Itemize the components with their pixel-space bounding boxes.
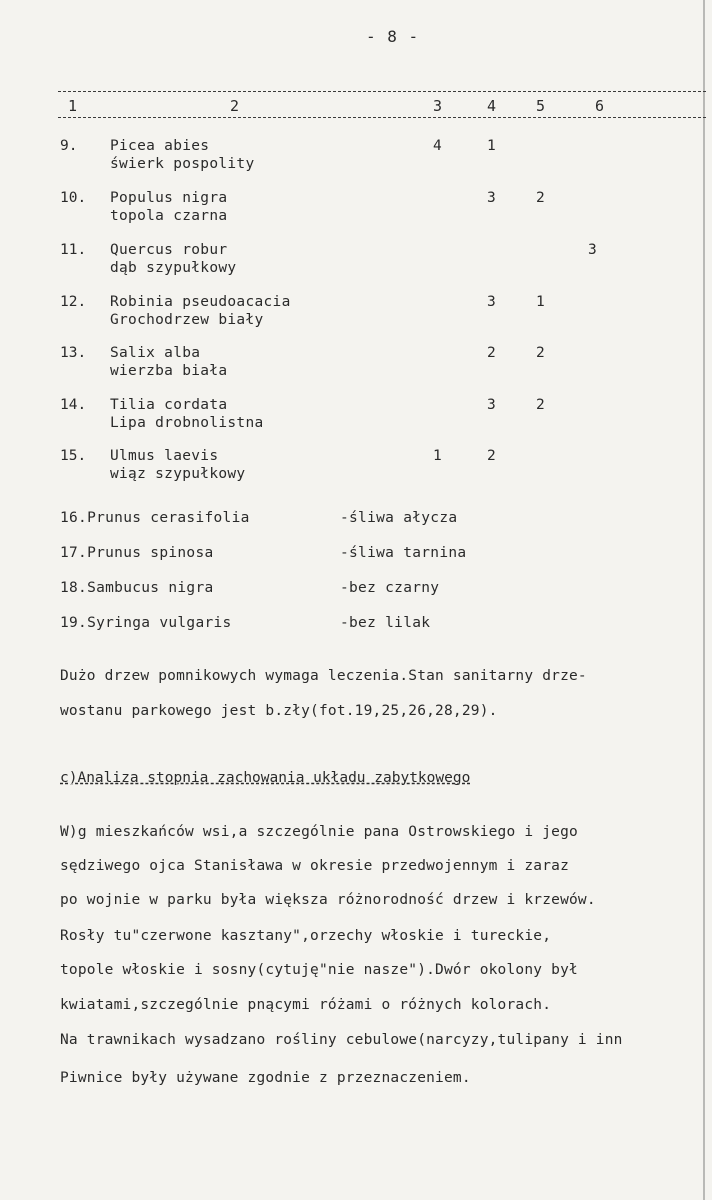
row-number: 11. <box>60 242 87 258</box>
text-line: wostanu parkowego jest b.zły(fot.19,25,26,28,29). <box>60 703 498 719</box>
cell-col5: 1 <box>536 294 545 310</box>
column-header-6: 6 <box>595 97 605 115</box>
row-number: 15. <box>60 448 87 464</box>
cell-col6: 3 <box>588 242 597 258</box>
polish-name: wiąz szypułkowy <box>110 466 246 482</box>
latin-name: Salix alba <box>110 345 201 361</box>
text-line: Dużo drzew pomnikowych wymaga leczenia.Stan sanitarny drze- <box>60 668 587 684</box>
column-header-5: 5 <box>536 97 546 115</box>
text-line: Piwnice były używane zgodnie z przeznaczeniem. <box>60 1070 471 1086</box>
cell-col4: 3 <box>487 294 496 310</box>
polish-name: dąb szypułkowy <box>110 260 237 276</box>
column-header-4: 4 <box>487 97 497 115</box>
row-number: 13. <box>60 345 87 361</box>
text-line: kwiatami,szczególnie pnącymi różami o różnych kolorach. <box>60 997 552 1013</box>
text-line: topole włoskie i sosny(cytuję"nie nasze").Dwór okolony był <box>60 962 578 978</box>
text-line: W)g mieszkańców wsi,a szczególnie pana Ostrowskiego i jego <box>60 824 578 840</box>
cell-col3: 1 <box>433 448 442 464</box>
shrub-polish-name: -bez czarny <box>340 580 440 596</box>
cell-col4: 3 <box>487 190 496 206</box>
latin-name: Populus nigra <box>110 190 228 206</box>
shrub-polish-name: -bez lilak <box>340 615 431 631</box>
text-line: Rosły tu"czerwone kasztany",orzechy włoskie i tureckie, <box>60 928 552 944</box>
column-header-2: 2 <box>230 97 240 115</box>
polish-name: Grochodrzew biały <box>110 312 264 328</box>
latin-name: Picea abies <box>110 138 210 154</box>
row-number: 9. <box>60 138 78 154</box>
shrub-latin-name: 19.Syringa vulgaris <box>60 615 232 631</box>
column-header-3: 3 <box>433 97 443 115</box>
table-top-rule <box>58 91 706 92</box>
latin-name: Ulmus laevis <box>110 448 219 464</box>
cell-col4: 2 <box>487 448 496 464</box>
latin-name: Robinia pseudoacacia <box>110 294 291 310</box>
row-number: 14. <box>60 397 87 413</box>
cell-col3: 4 <box>433 138 442 154</box>
cell-col4: 2 <box>487 345 496 361</box>
page-edge <box>703 0 705 1200</box>
cell-col4: 1 <box>487 138 496 154</box>
column-header-1: 1 <box>68 97 78 115</box>
cell-col4: 3 <box>487 397 496 413</box>
table-header-rule <box>58 117 706 118</box>
text-line: sędziwego ojca Stanisława w okresie przedwojennym i zaraz <box>60 858 569 874</box>
shrub-polish-name: -śliwa ałycza <box>340 510 458 526</box>
polish-name: Lipa drobnolistna <box>110 415 264 431</box>
shrub-latin-name: 18.Sambucus nigra <box>60 580 214 596</box>
text-line: Na trawnikach wysadzano rośliny cebulowe(narcyzy,tulipany i inn <box>60 1032 623 1048</box>
latin-name: Quercus robur <box>110 242 228 258</box>
latin-name: Tilia cordata <box>110 397 228 413</box>
text-line: po wojnie w parku była większa różnorodność drzew i krzewów. <box>60 892 596 908</box>
row-number: 10. <box>60 190 87 206</box>
cell-col5: 2 <box>536 345 545 361</box>
polish-name: topola czarna <box>110 208 228 224</box>
cell-col5: 2 <box>536 190 545 206</box>
shrub-polish-name: -śliwa tarnina <box>340 545 467 561</box>
shrub-latin-name: 17.Prunus spinosa <box>60 545 214 561</box>
row-number: 12. <box>60 294 87 310</box>
page-number: - 8 - <box>366 27 420 46</box>
section-heading: c)Analiza stopnia zachowania układu zabytkowego <box>60 770 471 786</box>
polish-name: świerk pospolity <box>110 156 255 172</box>
polish-name: wierzba biała <box>110 363 228 379</box>
shrub-latin-name: 16.Prunus cerasifolia <box>60 510 250 526</box>
cell-col5: 2 <box>536 397 545 413</box>
